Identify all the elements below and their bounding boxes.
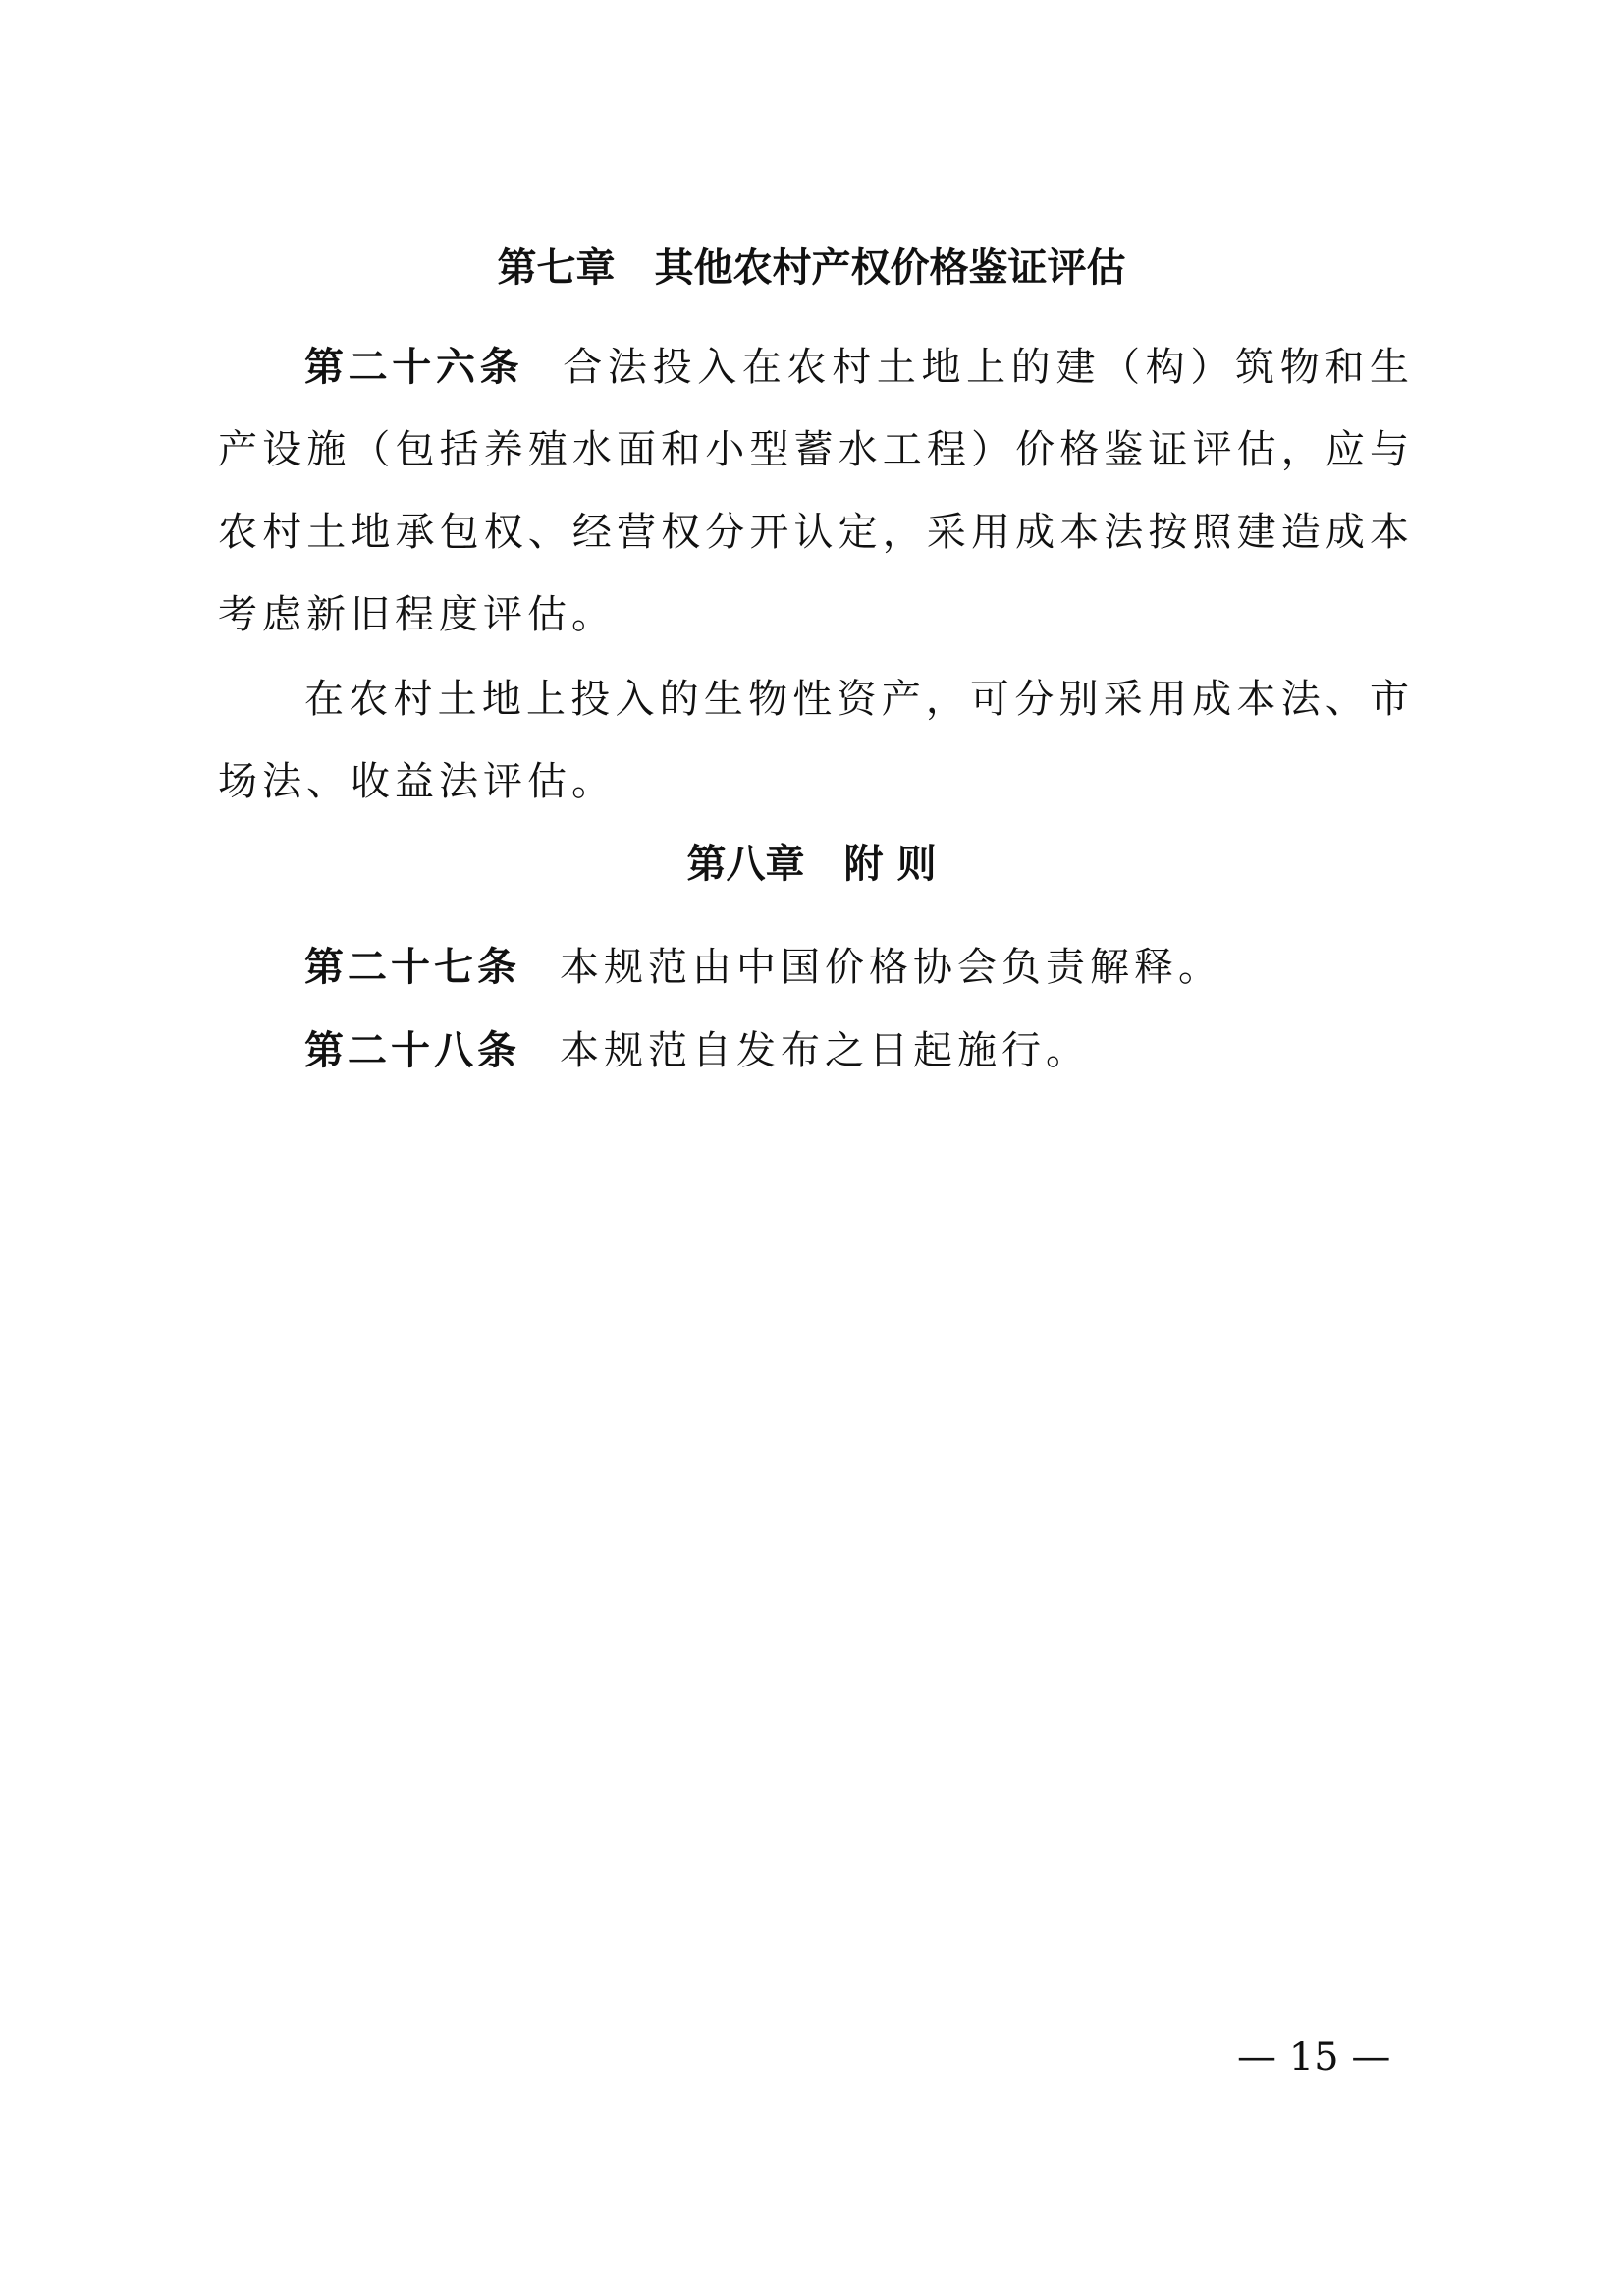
article-26-paragraph-2: 在农村土地上投入的生物性资产，可分别采用成本法、市场法、收益法评估。 <box>218 677 1414 804</box>
article-28-paragraph <box>218 1010 1414 1092</box>
chapter-8-heading: 第八章 附 则 <box>686 842 937 887</box>
article-26-text: 合法投入在农村土地上的建（构）筑物和生产设施（包括养殖水面和小型蓄水工程）价格鉴证评估，应与农村土地承包权、经营权分开认定，采用成本法按照建造成本考虑新旧程度评估。 <box>218 345 1415 637</box>
chapter-7-heading: 第七章 其他农村产权价格鉴证评估 <box>497 246 1126 291</box>
page-number: — 15 — <box>1237 2035 1391 2080</box>
article-27-paragraph <box>218 926 1414 1009</box>
article-26-paragraph <box>218 326 1414 656</box>
article-27-label: 第二十七条 <box>304 945 520 990</box>
article-27-text: 本规范由中国价格协会负责解释。 <box>560 945 1222 990</box>
article-28-label: 第二十八条 <box>304 1028 520 1073</box>
article-28-text: 本规范自发布之日起施行。 <box>560 1028 1090 1073</box>
article-26-label: 第二十六条 <box>304 345 524 390</box>
